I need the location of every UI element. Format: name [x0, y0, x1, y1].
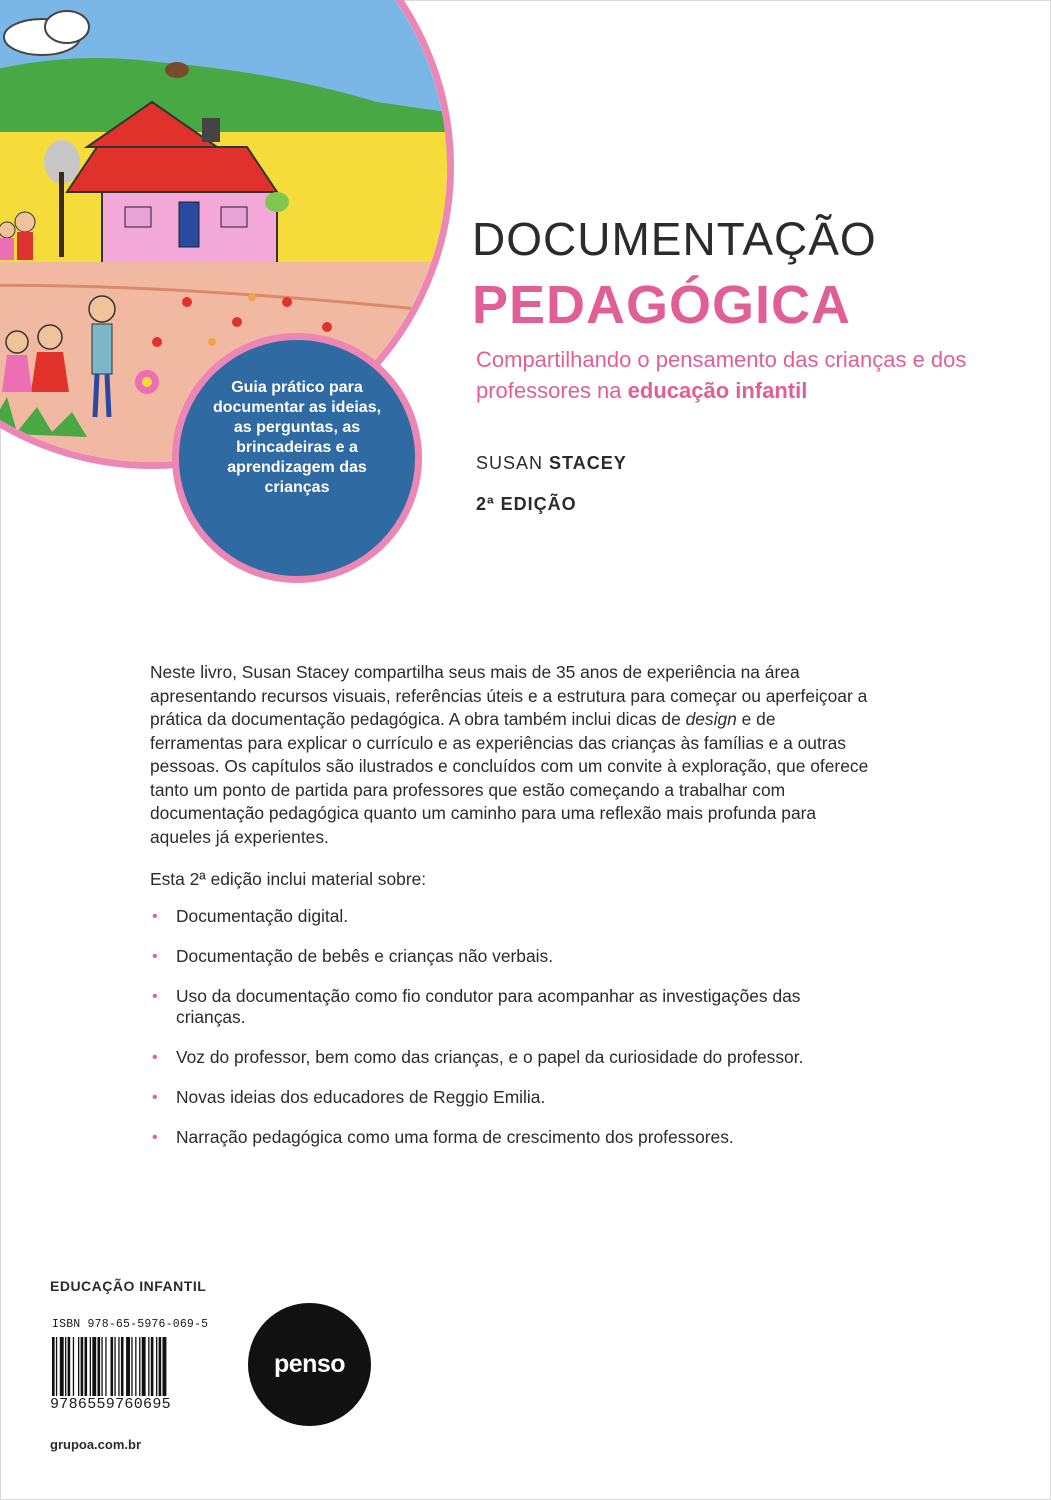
author-first-name: SUSAN	[476, 453, 550, 473]
list-item-text: Documentação digital.	[176, 906, 349, 926]
publisher-website: grupoa.com.br	[50, 1437, 142, 1452]
publisher-logo	[248, 1303, 371, 1426]
description-text-1: Neste livro, Susan Stacey compartilha seus mais de 35 anos de experiência na área apresentando recursos visuais, referências úteis e a estrutura para começar ou aperfeiçoar a prática da documentação pedagógica. A obra também inclui dicas de	[150, 662, 868, 729]
list-item	[150, 1127, 870, 1148]
subtitle	[476, 344, 996, 406]
guide-badge	[172, 333, 422, 583]
list-item	[150, 1047, 870, 1068]
bullet-icon: •	[152, 1049, 158, 1066]
description-italic: design	[685, 709, 737, 729]
category-label: EDUCAÇÃO INFANTIL	[50, 1278, 207, 1294]
feature-list	[150, 906, 870, 1167]
subtitle-bold: educação infantil	[627, 378, 808, 403]
author	[476, 453, 627, 474]
list-item	[150, 946, 870, 967]
list-item-text: Narração pedagógica como uma forma de crescimento dos professores.	[176, 1127, 734, 1147]
badge-text: Guia prático para documentar as ideias, as perguntas, as brincadeiras e a aprendizagem das crianças	[212, 379, 382, 496]
bullet-icon: •	[152, 1129, 158, 1146]
list-item-text: Novas ideias dos educadores de Reggio Emilia.	[176, 1087, 546, 1107]
list-item	[150, 1087, 870, 1108]
isbn-label: ISBN 978-65-5976-069-5	[52, 1318, 209, 1331]
barcode-digits: 9786559760695	[50, 1396, 171, 1413]
title-line-1: DOCUMENTAÇÃO	[472, 213, 877, 265]
bullet-icon: •	[152, 1089, 158, 1106]
list-item	[150, 906, 870, 927]
bullet-icon: •	[152, 908, 158, 925]
subtitle-text: Compartilhando o pensamento das crianças e dos professores na	[476, 347, 967, 403]
edition: 2ª EDIÇÃO	[476, 494, 577, 514]
edition-intro: Esta 2ª edição inclui material sobre:	[150, 869, 427, 889]
description-paragraph	[150, 661, 870, 849]
bullet-icon: •	[152, 988, 158, 1005]
title-line-2: PEDAGÓGICA	[472, 275, 852, 335]
list-item	[150, 986, 870, 1028]
list-item-text: Documentação de bebês e crianças não verbais.	[176, 946, 554, 966]
publisher-name: penso	[273, 1350, 346, 1378]
list-item-text: Uso da documentação como fio condutor para acompanhar as investigações das crianças.	[176, 986, 801, 1027]
bullet-icon: •	[152, 948, 158, 965]
description-text-2: e de ferramentas para explicar o currículo e as experiências das crianças às famílias e a outras pessoas. Os capítulos são ilustrados e concluídos com um convite à exploração, que oferece tanto um ponto de partida para professores que estão começando a trabalhar com documentação pedagógica quanto um caminho para uma reflexão mais profunda para aqueles já experientes.	[150, 709, 869, 847]
list-item-text: Voz do professor, bem como das crianças, e o papel da curiosidade do professor.	[176, 1047, 804, 1067]
author-last-name: STACEY	[549, 453, 627, 473]
